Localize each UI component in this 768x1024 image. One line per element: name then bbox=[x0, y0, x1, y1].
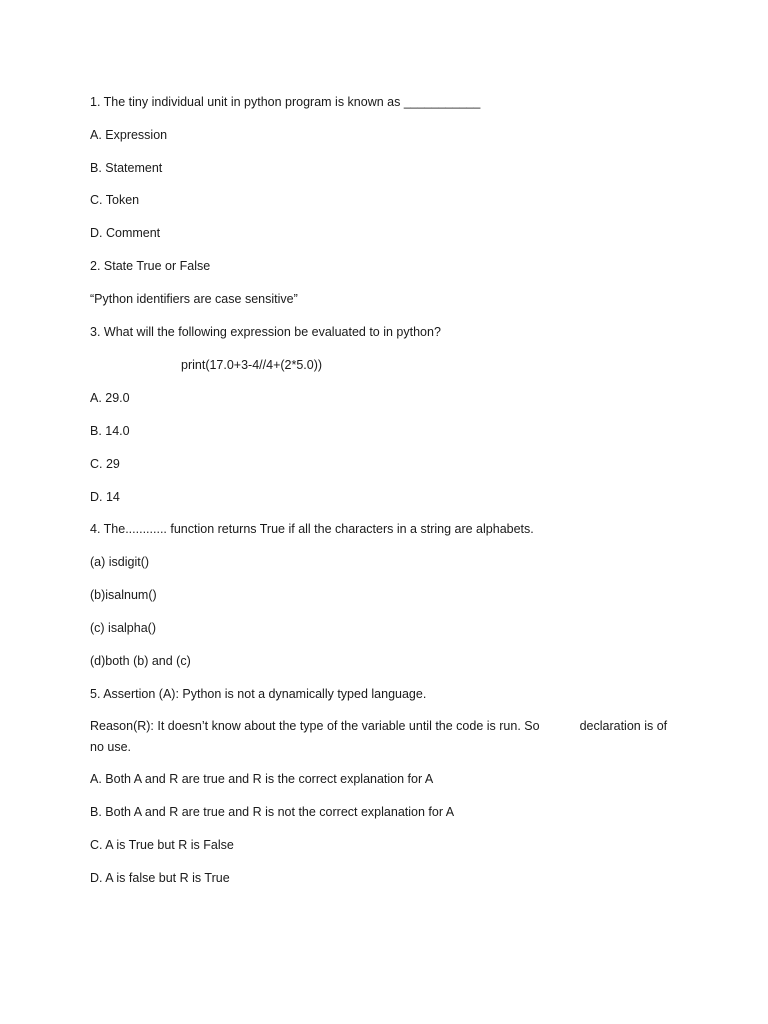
q5-reason-line-2: no use. bbox=[90, 740, 132, 754]
q5-reason-line-1 bbox=[90, 718, 667, 734]
question-4: 4. The............ function returns True if all the characters in a string are alphabets. bbox=[90, 522, 534, 536]
question-1: 1. The tiny individual unit in python program is known as ___________ bbox=[90, 95, 481, 109]
q1-option-c: C. Token bbox=[90, 193, 140, 207]
q3-option-d: D. 14 bbox=[90, 490, 120, 504]
q1-option-d: D. Comment bbox=[90, 226, 161, 240]
q5-option-b: B. Both A and R are true and R is not the correct explanation for A bbox=[90, 805, 455, 819]
q4-option-b: (b)isalnum() bbox=[90, 588, 157, 602]
q4-option-a: (a) isdigit() bbox=[90, 555, 150, 569]
q2-statement: “Python identifiers are case sensitive” bbox=[90, 292, 298, 306]
q5-option-a: A. Both A and R are true and R is the correct explanation for A bbox=[90, 772, 434, 786]
question-3: 3. What will the following expression be evaluated to in python? bbox=[90, 325, 441, 339]
q1-option-b: B. Statement bbox=[90, 161, 163, 175]
question-2: 2. State True or False bbox=[90, 259, 211, 273]
q1-option-a: A. Expression bbox=[90, 128, 168, 142]
q5-reason-part-1: Reason(R): It doesn’t know about the type of the variable until the code is run. So bbox=[90, 719, 540, 733]
q5-reason-part-2: declaration is of bbox=[579, 719, 668, 733]
q3-code: print(17.0+3-4//4+(2*5.0)) bbox=[181, 358, 323, 372]
q4-option-d: (d)both (b) and (c) bbox=[90, 654, 191, 668]
question-5-assertion: 5. Assertion (A): Python is not a dynamically typed language. bbox=[90, 687, 427, 701]
q3-option-a: A. 29.0 bbox=[90, 391, 130, 405]
q5-option-d: D. A is false but R is True bbox=[90, 871, 230, 885]
q3-option-b: B. 14.0 bbox=[90, 424, 130, 438]
q3-option-c: C. 29 bbox=[90, 457, 120, 471]
q4-option-c: (c) isalpha() bbox=[90, 621, 156, 635]
q5-option-c: C. A is True but R is False bbox=[90, 838, 234, 852]
